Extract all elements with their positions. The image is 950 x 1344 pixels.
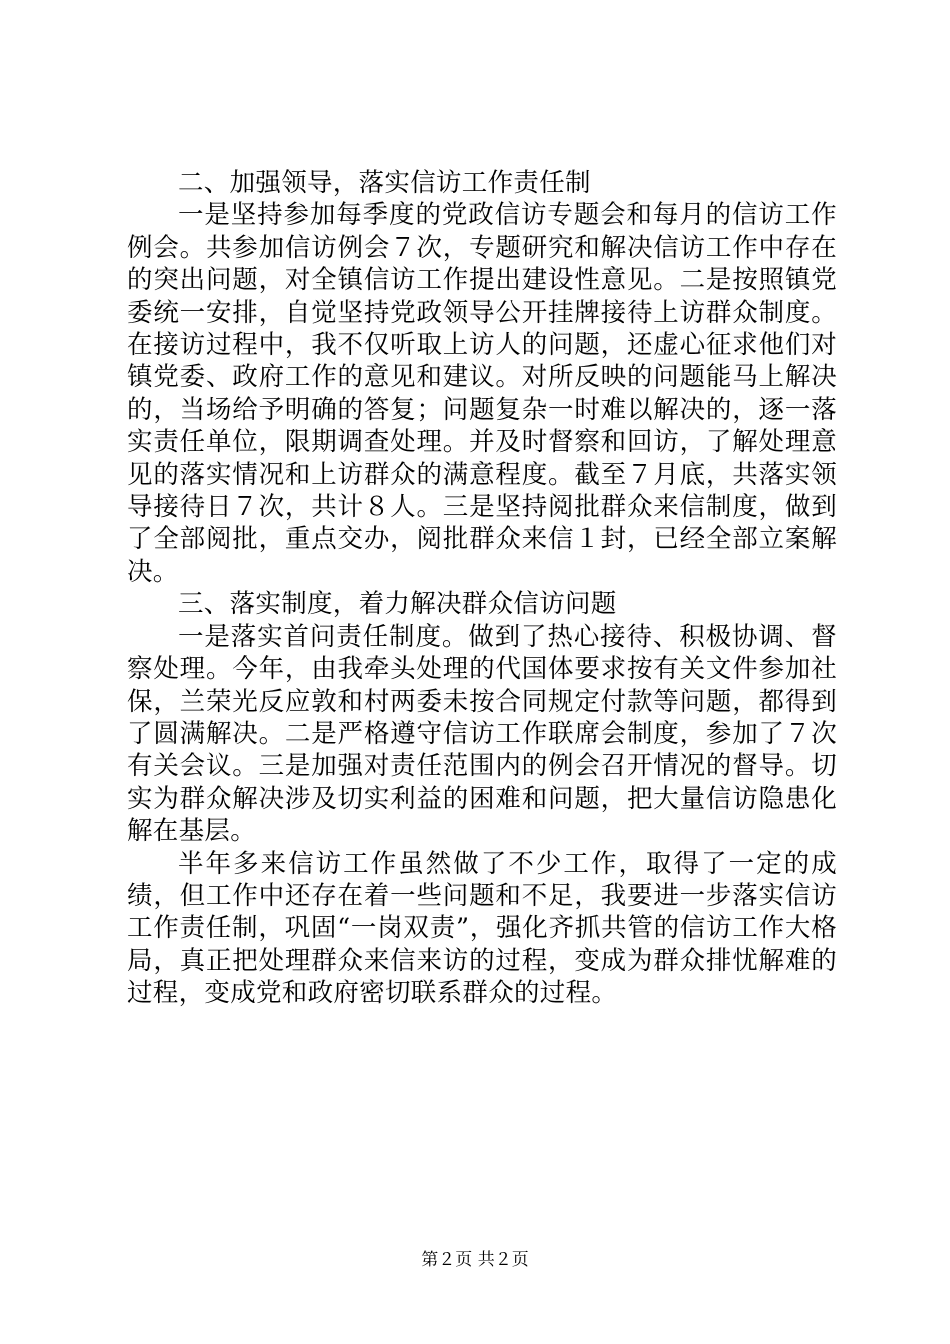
paragraph-summary: 半年多来信访工作虽然做了不少工作，取得了一定的成绩，但工作中还存在着一些问题和不足，我要进一步落实信访工作责任制，巩固“一岗双责”，强化齐抓共管的信访工作大格局，真正把处理群众来信来访的过程，变成为群众排忧解难的过程，变成党和政府密切联系群众的过程。 (127, 848, 837, 1009)
document-body (127, 167, 837, 1010)
section-heading-leadership: 二、加强领导，落实信访工作责任制 (178, 168, 591, 198)
paragraph-leadership-details: 一是坚持参加每季度的党政信访专题会和每月的信访工作例会。共参加信访例会７次，专题研究和解决信访工作中存在的突出问题，对全镇信访工作提出建设性意见。二是按照镇党委统一安排，自觉坚持党政领导公开挂牌接待上访群众制度。在接访过程中，我不仅听取上访人的问题，还虚心征求他们对镇党委、政府工作的意见和建议。对所反映的问题能马上解决的，当场给予明确的答复；问题复杂一时难以解决的，逐一落实责任单位，限期调查处理。并及时督察和回访，了解处理意见的落实情况和上访群众的满意程度。截至７月底，共落实领导接待日７次，共计８人。三是坚持阅批群众来信制度，做到了全部阅批，重点交办，阅批群众来信１封，已经全部立案解决。 (127, 200, 837, 587)
paragraph-system-details: 一是落实首问责任制度。做到了热心接待、积极协调、督察处理。今年，由我牵头处理的代国体要求按有关文件参加社保，兰荣光反应敦和村两委未按合同规定付款等问题，都得到了圆满解决。二是严格遵守信访工作联席会制度，参加了７次有关会议。三是加强对责任范围内的例会召开情况的督导。切实为群众解决涉及切实利益的困难和问题，把大量信访隐患化解在基层。 (127, 621, 837, 847)
page-number-footer: 第２页 共２页 (421, 1250, 529, 1270)
section-heading-system: 三、落实制度，着力解决群众信访问题 (178, 589, 617, 620)
